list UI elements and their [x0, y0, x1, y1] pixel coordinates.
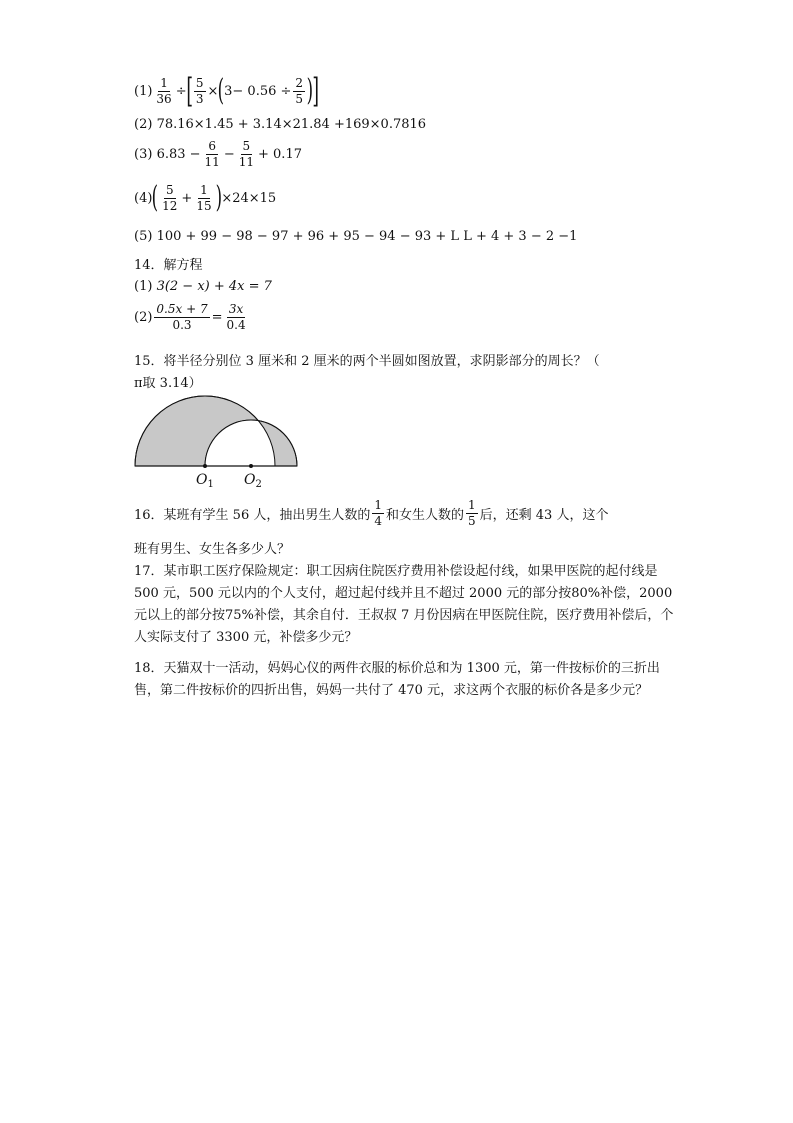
- right-bracket: ]: [312, 71, 319, 111]
- question-17: 17．某市职工医疗保险规定：职工因病住院医疗费用补偿设起付线，如果甲医院的起付线是 500 元，500 元以内的个人支付，超过起付线并且不超过 2000 元的部分按80%补偿，2000 元以上的部分按75%补偿，其余自付．王叔叔 7 月份因病在甲医院住院，医疗费用补偿后，个人实际支付了 3300 元，补偿多少元？: [134, 564, 674, 645]
- question-14-title: 14．解方程: [134, 258, 203, 273]
- fraction-5-12: $\frac{5}{12}$: [162, 182, 178, 213]
- problem-13-5: (5) 100 + 99 − 98 − 97 + 96 + 95 − 94 − 93 + L L + 4 + 3 − 2 −1: [134, 229, 578, 244]
- question-18: 18．天猫双十一活动，妈妈心仪的两件衣服的标价总和为 1300 元，第一件按标价的三折出售，第二件按标价的四折出售，妈妈一共付了 470 元，求这两个衣服的标价各是多少元？: [134, 661, 660, 698]
- equation-14-2: (2) $\frac{0.5x + 7}{0.3}$ = $\frac{3x}{0.4}$: [134, 302, 246, 332]
- right-paren: ): [306, 73, 314, 108]
- problem-13-4: (4) ( $\frac{5}{12}$ + $\frac{1}{15}$ ) ×24×15: [134, 180, 277, 215]
- left-paren: (: [152, 180, 159, 215]
- question-16-line-2: 班有男生、女生各多少人？: [134, 542, 291, 557]
- fraction-5-3: $\frac{5}{3}$: [195, 75, 204, 106]
- problem-13-1: (1) $\frac{1}{36}$ ÷ [ $\frac{5}{3}$ × ( 3− 0.56 ÷ $\frac{2}{5}$ ) ]: [134, 71, 319, 111]
- equation-14-1: (1) 3(2 − x) + 4x = 7: [134, 279, 272, 294]
- problem-13-3: (3) 6.83 − $\frac{6}{11}$ − $\frac{5}{11}$ + 0.17: [134, 139, 302, 169]
- question-16-line-1: 16．某班有学生 56 人，抽出男生人数的 $\frac{1}{4}$ 和女生人数的 $\frac{1}{5}$ 后，还剩 43 人，这个: [134, 498, 609, 528]
- question-15-text: 15．将半径分别位 3 厘米和 2 厘米的两个半圆如图放置，求阴影部分的周长？（: [134, 354, 600, 369]
- left-paren: (: [218, 73, 225, 108]
- center-o1-dot: [203, 464, 207, 468]
- semicircles-figure: [128, 392, 308, 492]
- center-o2-dot: [249, 464, 253, 468]
- label-o1: $O_1$: [196, 472, 214, 490]
- fraction-1-4: $\frac{1}{4}$: [374, 498, 382, 528]
- left-bracket: [: [185, 71, 193, 111]
- fraction-1-5: $\frac{1}{5}$: [468, 498, 476, 528]
- fraction-2-5: $\frac{2}{5}$: [295, 75, 304, 106]
- fraction-1-36: $\frac{1}{36}$: [156, 75, 172, 106]
- right-paren: ): [215, 180, 222, 215]
- problem-label: (1): [134, 83, 153, 99]
- fraction-1-15: $\frac{1}{15}$: [196, 182, 212, 213]
- label-o2: $O_2$: [244, 472, 262, 490]
- fraction-left: $\frac{0.5x + 7}{0.3}$: [156, 302, 208, 332]
- fraction-right: $\frac{3x}{0.4}$: [226, 302, 246, 332]
- question-15-text-2: π取 3.14）: [134, 376, 202, 391]
- problem-13-2: (2) 78.16×1.45 + 3.14×21.84 +169×0.7816: [134, 117, 427, 132]
- fraction-6-11: $\frac{6}{11}$: [204, 139, 220, 169]
- fraction-5-11: $\frac{5}{11}$: [238, 139, 255, 169]
